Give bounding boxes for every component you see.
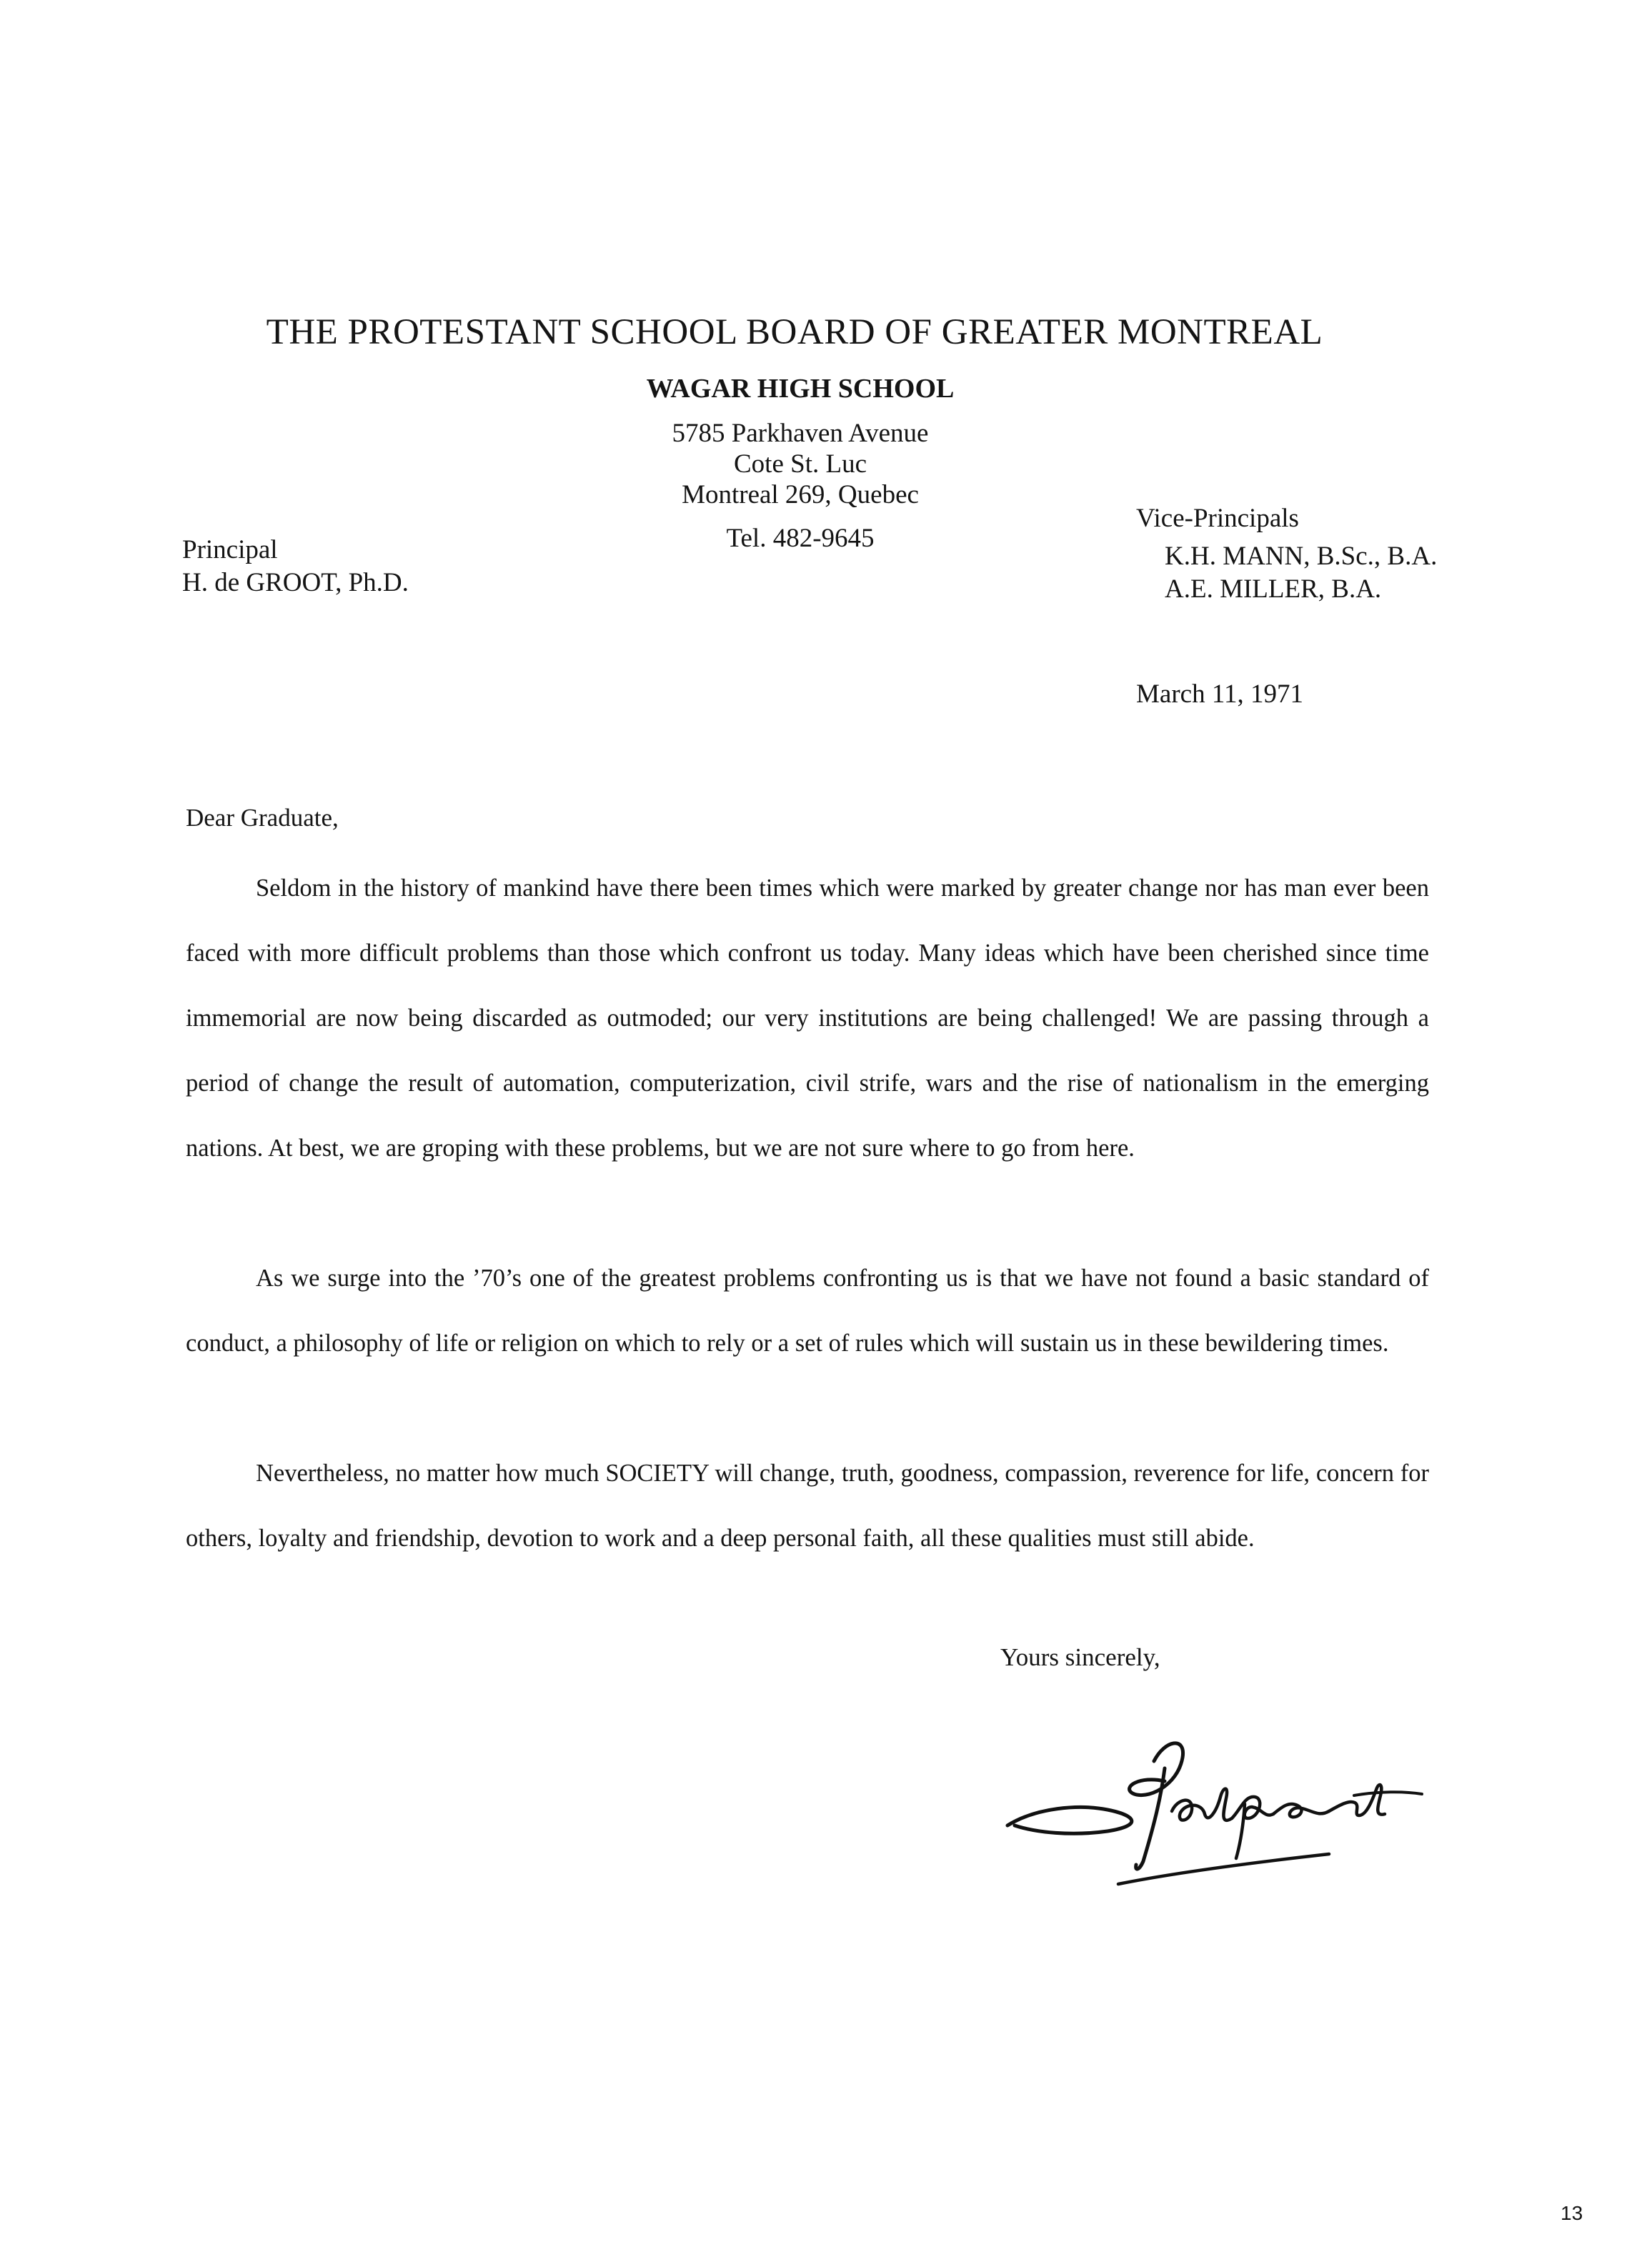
address-municipality: Cote St. Luc xyxy=(733,449,867,479)
address-street: 5785 Parkhaven Avenue xyxy=(672,419,929,448)
principal-title: Principal xyxy=(182,535,278,564)
letter-paragraph xyxy=(186,1246,1429,1376)
page-number: 13 xyxy=(1561,2202,1583,2224)
address-city: Montreal 269, Quebec xyxy=(682,480,919,509)
letter-date: March 11, 1971 xyxy=(1136,679,1303,709)
vice-principal-name: K.H. MANN, B.Sc., B.A. xyxy=(1165,542,1438,571)
letter-paragraph xyxy=(186,856,1429,1181)
paragraph-text: As we surge into the ’70’s one of the greatest problems confronting us is that we have not found a basic standard of conduct, a philosophy of life or religion on which to rely or a set of rules which will sustain us in these bewildering times. xyxy=(186,1265,1429,1357)
letter-paragraph xyxy=(186,1441,1429,1571)
vice-principal-name: A.E. MILLER, B.A. xyxy=(1165,574,1382,604)
vice-principals-title: Vice-Principals xyxy=(1136,504,1299,533)
board-title: THE PROTESTANT SCHOOL BOARD OF GREATER MONTREAL xyxy=(266,312,1323,352)
telephone: Tel. 482-9645 xyxy=(726,524,875,553)
school-name: WAGAR HIGH SCHOOL xyxy=(646,374,955,404)
closing: Yours sincerely, xyxy=(1000,1643,1160,1671)
principal-name: H. de GROOT, Ph.D. xyxy=(182,568,409,597)
paragraph-text: Seldom in the history of mankind have there been times which were marked by greater change nor has man ever been faced with more difficult problems than those which confront us today. Many ideas which have been cherished since time immemorial are now being discarded as outmoded; our very institutions are being challenged! We are passing through a period of change the result of automation, computerization, civil strife, wars and the rise of nationalism in the emerging nations. At best, we are groping with these problems, but we are not sure where to go from here. xyxy=(186,875,1429,1162)
paragraph-text: Nevertheless, no matter how much SOCIETY will change, truth, goodness, compassion, reverence for life, concern for others, loyalty and friendship, devotion to work and a deep personal faith, all these qualities must still abide. xyxy=(186,1460,1429,1552)
salutation: Dear Graduate, xyxy=(186,804,339,832)
signature-image xyxy=(993,1718,1436,1904)
